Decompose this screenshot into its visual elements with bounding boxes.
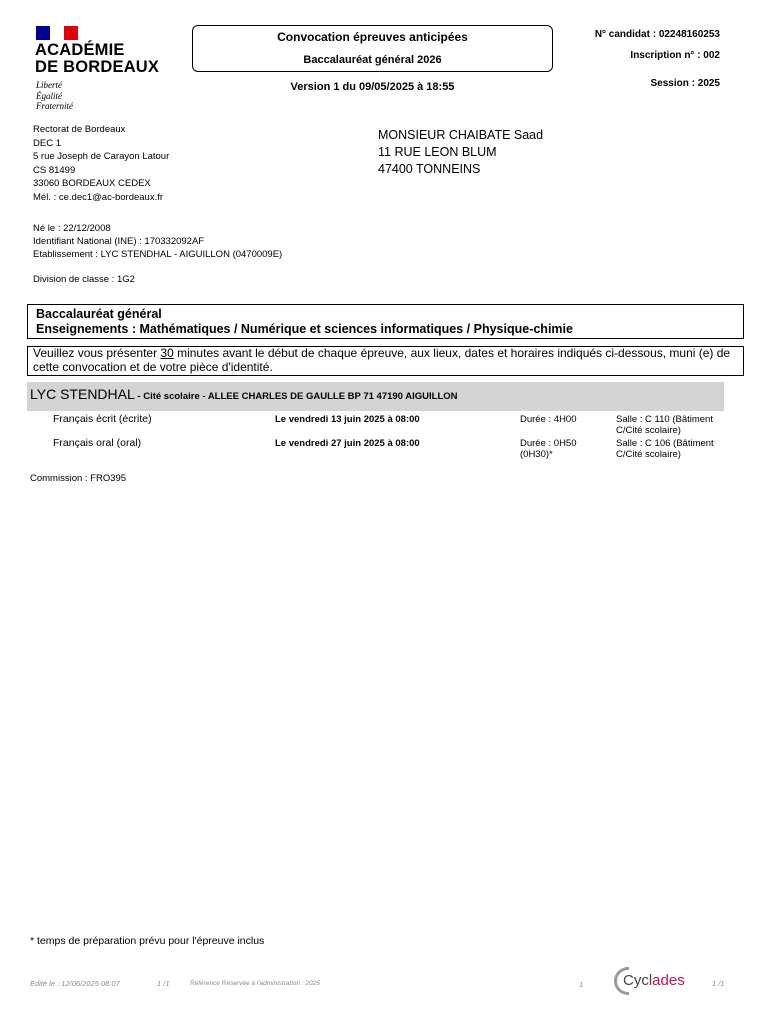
sender-line: 33060 BORDEAUX CEDEX [33, 178, 151, 190]
session: Session : 2025 [650, 78, 720, 89]
addressee-line: MONSIEUR CHAIBATE Saad [378, 128, 544, 142]
notice-text-start: Veuillez vous présenter [33, 346, 161, 360]
sender-line: Rectorat de Bordeaux [33, 124, 126, 135]
sender-line: DEC 1 [33, 137, 61, 149]
test-room: Salle : C 110 (Bâtiment C/Cité scolaire) [616, 414, 713, 436]
document-title: Convocation épreuves anticipées [277, 30, 468, 44]
class-division: Division de classe : 1G2 [33, 274, 135, 285]
cyclades-logo-text: Cycl [623, 971, 653, 989]
exam-info-box [27, 304, 744, 339]
test-date: Le vendredi 13 juin 2025 à 08:00 [275, 414, 420, 425]
test-duration: Durée : 4H00 [520, 414, 577, 425]
sender-address [33, 123, 169, 205]
page-count-left: 1 /1 [157, 979, 170, 988]
admin-reference: Référence Réservée à l'administration : 2025 [190, 980, 320, 987]
test-subject: Français écrit (écrite) [53, 413, 152, 425]
addressee-line: 11 RUE LEON BLUM [378, 145, 497, 159]
exam-center [30, 386, 458, 402]
notice-text-end: minutes avant le début de chaque épreuve, aux lieux, dates et horaires indiqués ci-dessous, muni (e) de cette convocation et de votre pièce d'identité. [33, 346, 731, 374]
addressee-line: 47400 TONNEINS [378, 162, 481, 176]
exam-title: Baccalauréat général [36, 307, 162, 321]
candidate-number: N° candidat : 02248160253 [594, 29, 720, 40]
test-subject: Français oral (oral) [53, 437, 142, 449]
test-duration: Durée : 0H50 (0H30)* [520, 438, 577, 460]
sender-email: Mél. : ce.dec1@ac-bordeaux.fr [33, 191, 164, 203]
edited-date: Edité le : 12/06/2025 08:07 [30, 979, 120, 988]
cyclades-logo-accent: ades [652, 971, 685, 989]
exam-center-address: - Cité scolaire - ALLEE CHARLES DE GAULLE BP 71 47190 AIGUILLON [134, 391, 458, 402]
school: Etablissement : LYC STENDHAL - AIGUILLON (0470009E) [33, 249, 283, 260]
test-date: Le vendredi 27 juin 2025 à 08:00 [275, 438, 420, 449]
page-count-right: 1 /1 [712, 979, 725, 988]
registration-number: Inscription n° : 002 [630, 50, 720, 61]
addressee-address [378, 127, 543, 178]
exam-center-name: LYC STENDHAL [30, 386, 135, 402]
birth-date: Né le : 22/12/2008 [33, 223, 111, 234]
page-number-mid: 1 [579, 980, 584, 989]
cyclades-logo [614, 967, 685, 995]
republic-motto: Liberté Égalité Fraternité [36, 80, 73, 111]
exam-specialties: Enseignements : Mathématiques / Numérique et sciences informatiques / Physique-chimie [36, 322, 573, 336]
footnote: * temps de préparation prévu pour l'épreuve inclus [30, 935, 265, 947]
commission: Commission : FRO395 [30, 473, 127, 484]
document-subtitle: Baccalauréat général 2026 [303, 54, 442, 66]
sender-line: CS 81499 [33, 164, 76, 176]
sender-line: 5 rue Joseph de Carayon Latour [33, 151, 170, 163]
national-id: Identifiant National (INE) : 170332092AF [33, 236, 205, 247]
test-room: Salle : C 106 (Bâtiment C/Cité scolaire) [616, 438, 714, 460]
document-version: Version 1 du 09/05/2025 à 18:55 [290, 81, 455, 93]
republic-flag-logo [36, 26, 78, 40]
notice-box [27, 346, 744, 376]
academy-logo-title: ACADÉMIE DE BORDEAUX [35, 41, 160, 76]
notice-minutes: 30 [160, 346, 174, 360]
